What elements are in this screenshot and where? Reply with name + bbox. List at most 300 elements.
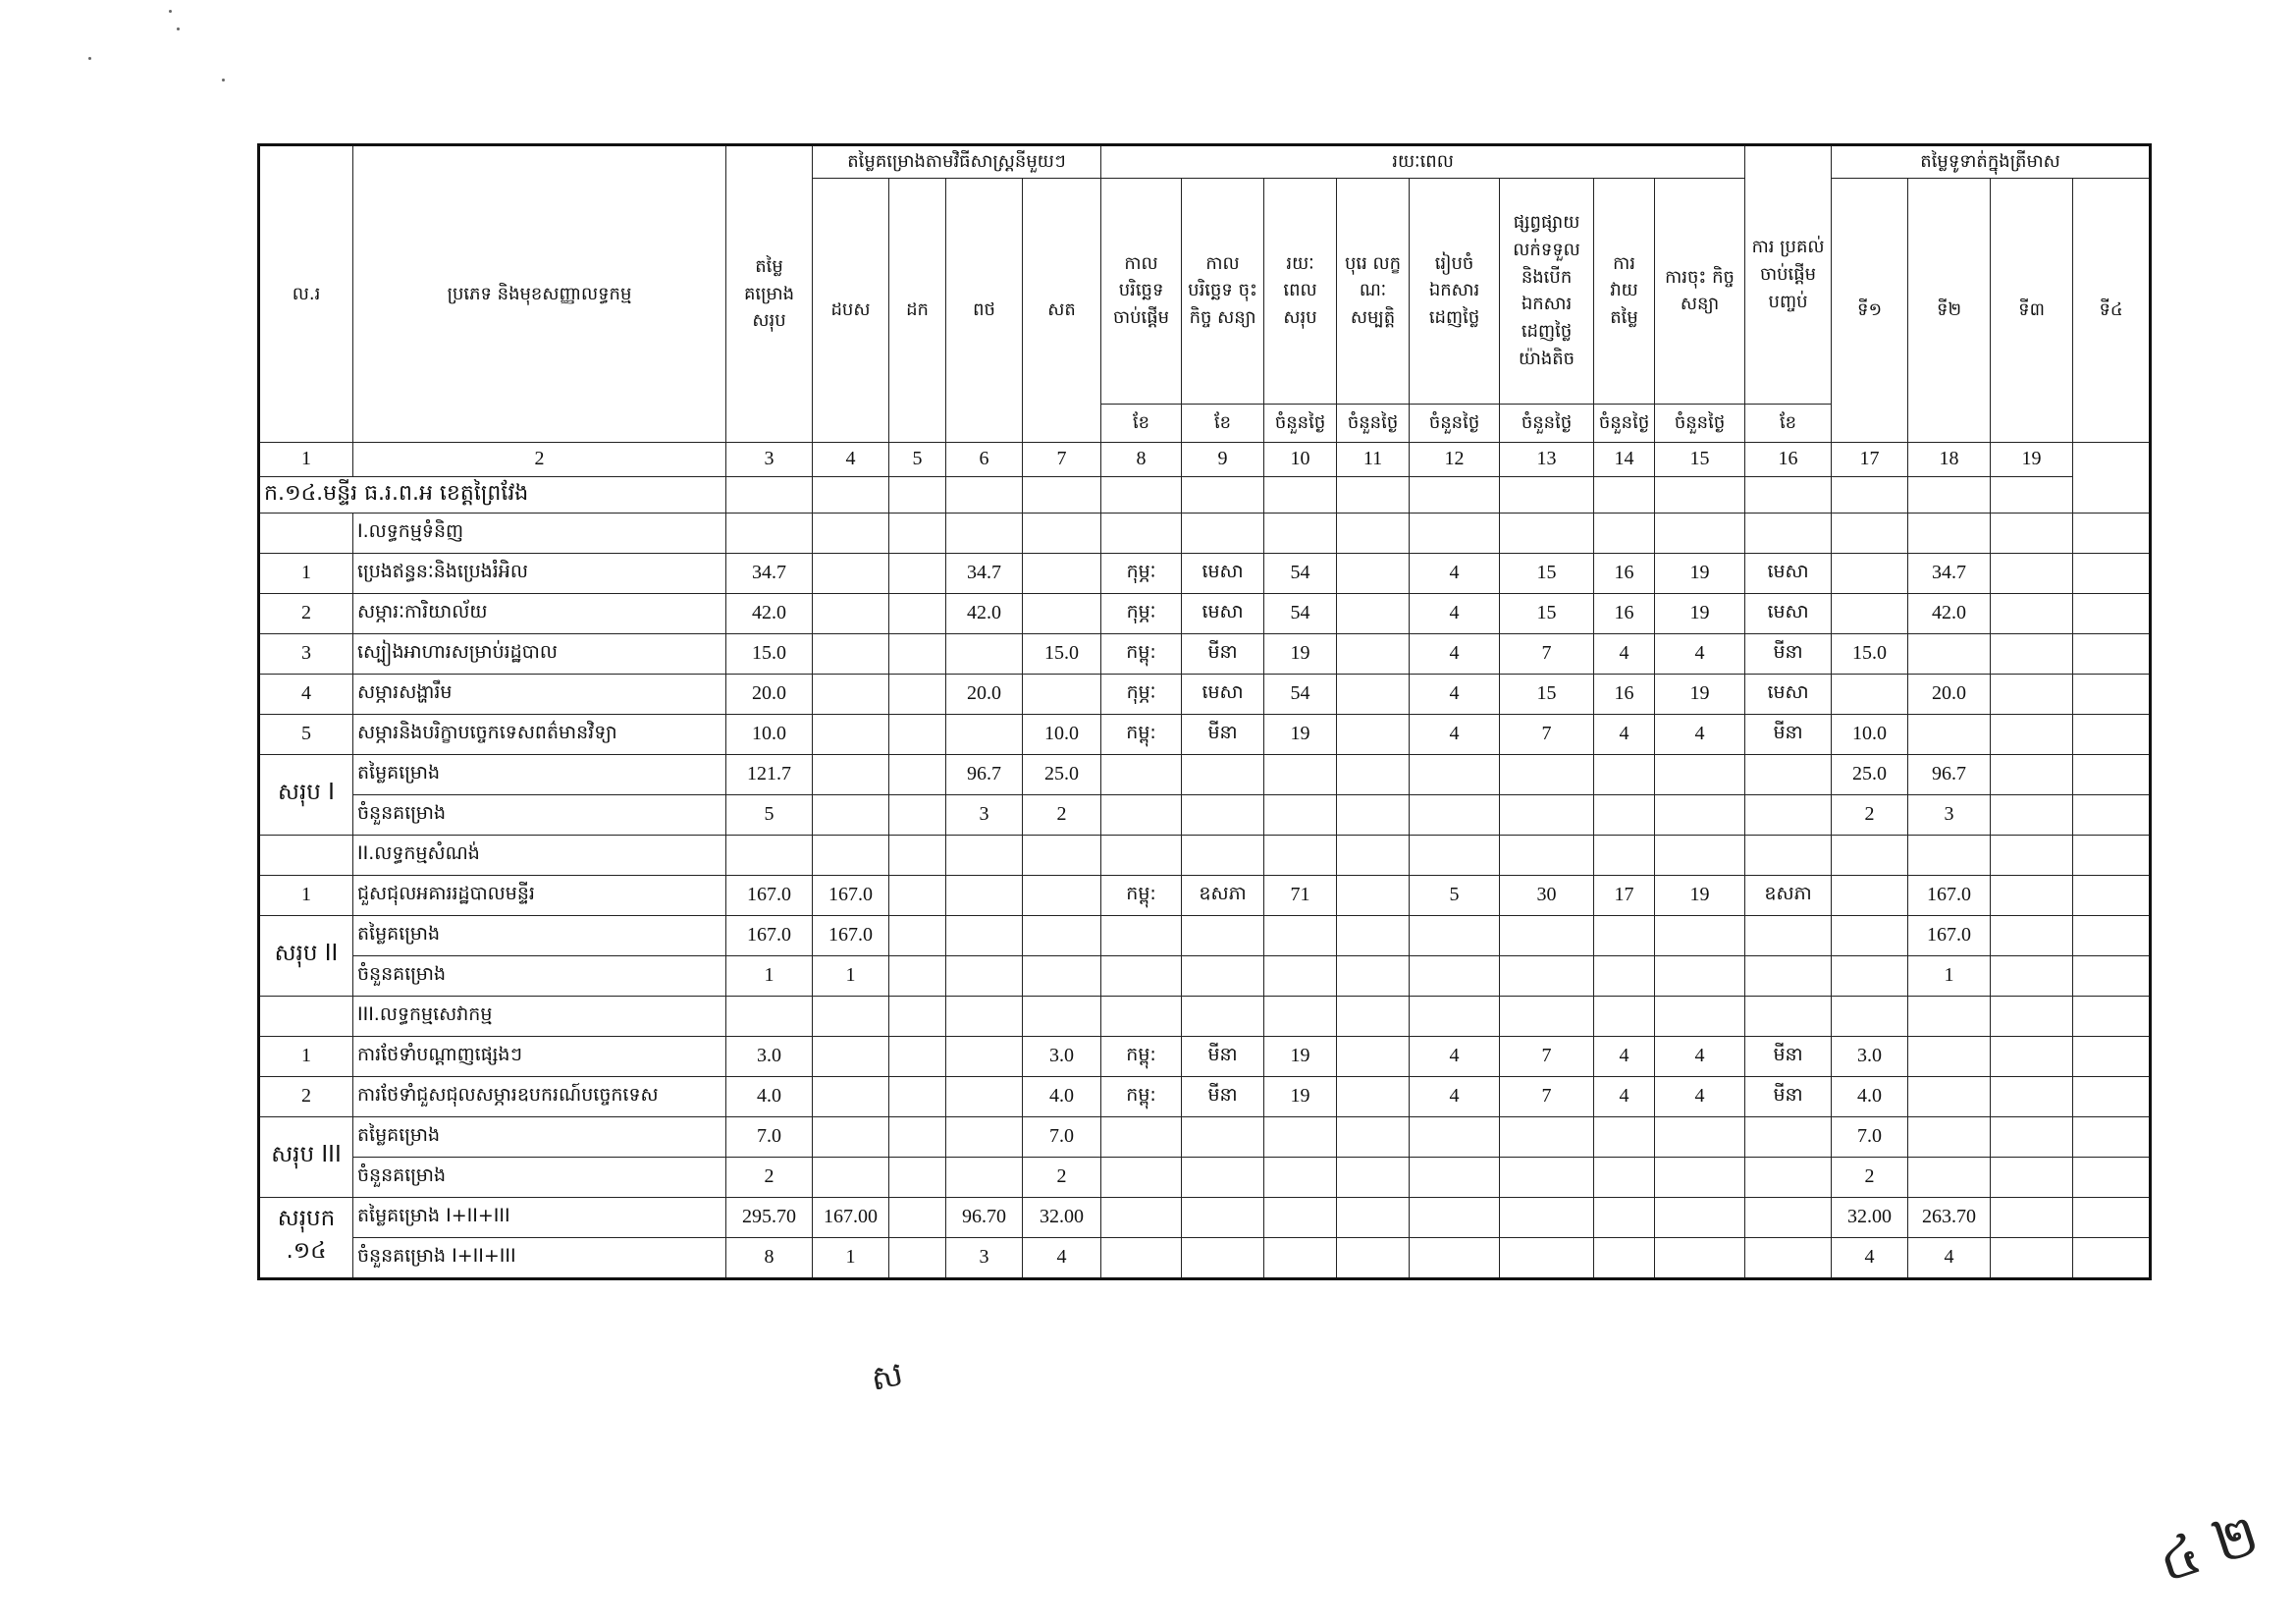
- empty-cell: [1264, 955, 1337, 996]
- table-row: [259, 674, 2151, 714]
- cell-d3: 54: [1264, 593, 1337, 633]
- group-title: II.លទ្ធកម្មសំណង់: [353, 835, 726, 875]
- cell-m4: [1023, 875, 1101, 915]
- summary-label: សរុប II: [259, 915, 353, 996]
- header-method-st: សត: [1023, 178, 1101, 442]
- empty-cell: [1264, 1197, 1337, 1237]
- header-delivery: ការ ប្រគល់ ចាប់ផ្តើម បញ្ចប់: [1745, 145, 1832, 405]
- empty-cell: [1594, 1116, 1655, 1157]
- cell-d4: [1337, 875, 1410, 915]
- cell-q3: [1991, 553, 2073, 593]
- row-number: 3: [259, 633, 353, 674]
- empty-cell: [1991, 1197, 2073, 1237]
- cell-q3: [1991, 1036, 2073, 1076]
- cell-total: 20.0: [726, 674, 813, 714]
- empty-cell: [1101, 835, 1182, 875]
- cell-m3: [946, 714, 1023, 754]
- row-number: 4: [259, 674, 353, 714]
- summary-count-row: [259, 794, 2151, 835]
- summary-q1: 2: [1832, 1157, 1908, 1197]
- cell-d7: 17: [1594, 875, 1655, 915]
- cell-total: 4.0: [726, 1076, 813, 1116]
- empty-cell: [1264, 1157, 1337, 1197]
- empty-cell: [1023, 513, 1101, 553]
- empty-cell: [1655, 1157, 1745, 1197]
- empty-cell: [1410, 1157, 1500, 1197]
- empty-cell: [1182, 1157, 1264, 1197]
- empty-cell: [1410, 1197, 1500, 1237]
- empty-cell: [1182, 955, 1264, 996]
- header-total-est: តម្លៃ គម្រោង សរុប: [726, 145, 813, 443]
- summary-total: 295.70: [726, 1197, 813, 1237]
- cell-m4: 3.0: [1023, 1036, 1101, 1076]
- column-number: 5: [889, 442, 946, 476]
- row-number: 1: [259, 1036, 353, 1076]
- cell-d3: 19: [1264, 1076, 1337, 1116]
- header-budget-group: តម្លៃគម្រោងតាមវិធីសាស្ត្រនីមួយៗ: [813, 145, 1101, 179]
- empty-cell: [1655, 915, 1745, 955]
- empty-cell: [1991, 513, 2073, 553]
- empty-cell: [1832, 835, 1908, 875]
- empty-cell: [1745, 794, 1832, 835]
- summary-q1: 7.0: [1832, 1116, 1908, 1157]
- summary-m4: 7.0: [1023, 1116, 1101, 1157]
- estimate-label: តម្លៃគម្រោង: [353, 1116, 726, 1157]
- column-number: 19: [1991, 442, 2073, 476]
- empty-cell: [1410, 955, 1500, 996]
- cell-q2: 20.0: [1908, 674, 1991, 714]
- cell-d1: កម្ពុ:: [1101, 714, 1182, 754]
- empty-cell: [889, 915, 946, 955]
- empty-cell: [1594, 915, 1655, 955]
- cell-d1: កម្ពុ:: [1101, 875, 1182, 915]
- empty-cell: [1101, 955, 1182, 996]
- cell-d2: មេសា: [1182, 674, 1264, 714]
- empty-cell: [1023, 835, 1101, 875]
- cell-q4: [2073, 714, 2151, 754]
- cell-d6: 7: [1500, 714, 1594, 754]
- empty-cell: [1500, 794, 1594, 835]
- empty-cell: [1500, 513, 1594, 553]
- cell-m1: [813, 1036, 889, 1076]
- header-q3: ទី៣: [1991, 178, 2073, 442]
- column-number: 18: [1908, 442, 1991, 476]
- estimate-label: តម្លៃគម្រោង I+II+III: [353, 1197, 726, 1237]
- empty-cell: [1991, 955, 2073, 996]
- column-number: 8: [1101, 442, 1182, 476]
- empty-cell: [1745, 1237, 1832, 1278]
- cell-m2: [889, 714, 946, 754]
- empty-cell: [259, 996, 353, 1036]
- cell-total: 10.0: [726, 714, 813, 754]
- header-method-dbs: ដបស: [813, 178, 889, 442]
- cell-d2: មីនា: [1182, 1076, 1264, 1116]
- cell-q1: [1832, 593, 1908, 633]
- group-title-row: [259, 996, 2151, 1036]
- header-total-duration: រយៈ ពេល សរុប: [1264, 178, 1337, 404]
- empty-cell: [946, 915, 1023, 955]
- empty-cell: [946, 513, 1023, 553]
- cell-m1: [813, 1076, 889, 1116]
- empty-cell: [1410, 1237, 1500, 1278]
- table-row: [259, 1076, 2151, 1116]
- cell-del: មីនា: [1745, 1036, 1832, 1076]
- empty-cell: [726, 835, 813, 875]
- summary-label: សរុបក .១៤: [259, 1197, 353, 1278]
- scan-speck: [88, 57, 91, 60]
- count-label: ចំនួនគម្រោង: [353, 794, 726, 835]
- empty-cell: [726, 513, 813, 553]
- empty-cell: [1182, 835, 1264, 875]
- summary-m3: 96.70: [946, 1197, 1023, 1237]
- empty-cell: [889, 955, 946, 996]
- group-title: III.លទ្ធកម្មសេវាកម្ម: [353, 996, 726, 1036]
- summary-count-row: [259, 1157, 2151, 1197]
- column-number: 4: [813, 442, 889, 476]
- item-name: ការថែទាំបណ្តាញផ្សេងៗ: [353, 1036, 726, 1076]
- cell-d3: 71: [1264, 875, 1337, 915]
- empty-cell: [1500, 835, 1594, 875]
- cell-q1: 10.0: [1832, 714, 1908, 754]
- cell-m3: [946, 875, 1023, 915]
- table-row: [259, 553, 2151, 593]
- cell-q1: 3.0: [1832, 1036, 1908, 1076]
- empty-cell: [1410, 1116, 1500, 1157]
- empty-cell: [1101, 513, 1182, 553]
- summary-total: 2: [726, 1157, 813, 1197]
- cell-m2: [889, 875, 946, 915]
- empty-cell: [1908, 835, 1991, 875]
- empty-cell: [889, 794, 946, 835]
- summary-estimate-row: [259, 754, 2151, 794]
- summary-label: សរុប I: [259, 754, 353, 835]
- empty-cell: [1745, 513, 1832, 553]
- cell-d5: 4: [1410, 1076, 1500, 1116]
- empty-cell: [1655, 1116, 1745, 1157]
- summary-m1: 1: [813, 1237, 889, 1278]
- cell-d3: 54: [1264, 553, 1337, 593]
- empty-cell: [1264, 1237, 1337, 1278]
- empty-cell: [889, 754, 946, 794]
- cell-d6: 7: [1500, 1076, 1594, 1116]
- column-number: 13: [1500, 442, 1594, 476]
- cell-d4: [1337, 714, 1410, 754]
- cell-m3: 34.7: [946, 553, 1023, 593]
- cell-d5: 4: [1410, 674, 1500, 714]
- cell-m1: [813, 714, 889, 754]
- cell-d6: 15: [1500, 674, 1594, 714]
- empty-cell: [1264, 915, 1337, 955]
- empty-cell: [1655, 1237, 1745, 1278]
- summary-count-row: [259, 955, 2151, 996]
- empty-cell: [1337, 1157, 1410, 1197]
- empty-cell: [1594, 835, 1655, 875]
- empty-cell: [1182, 794, 1264, 835]
- empty-cell: [1023, 996, 1101, 1036]
- cell-d3: 19: [1264, 633, 1337, 674]
- cell-q1: 15.0: [1832, 633, 1908, 674]
- empty-cell: [1023, 915, 1101, 955]
- empty-cell: [1410, 915, 1500, 955]
- cell-del: មេសា: [1745, 553, 1832, 593]
- empty-cell: [1500, 1197, 1594, 1237]
- empty-cell: [1908, 1116, 1991, 1157]
- cell-del: មីនា: [1745, 714, 1832, 754]
- empty-cell: [1337, 915, 1410, 955]
- cell-d4: [1337, 674, 1410, 714]
- column-number: 15: [1655, 442, 1745, 476]
- empty-cell: [1101, 996, 1182, 1036]
- empty-cell: [1745, 1157, 1832, 1197]
- cell-q2: [1908, 1076, 1991, 1116]
- column-number: 2: [353, 442, 726, 476]
- empty-cell: [1991, 1237, 2073, 1278]
- empty-cell: [2073, 1116, 2151, 1157]
- empty-cell: [1337, 513, 1410, 553]
- empty-cell: [889, 1116, 946, 1157]
- empty-cell: [1182, 513, 1264, 553]
- cell-d6: 15: [1500, 553, 1594, 593]
- scan-speck: [169, 10, 172, 13]
- cell-d2: មីនា: [1182, 1036, 1264, 1076]
- unit-days: ចំនួនថ្ងៃ: [1337, 404, 1410, 442]
- cell-d5: 4: [1410, 593, 1500, 633]
- summary-estimate-row: [259, 1116, 2151, 1157]
- cell-d1: កុម្ភៈ: [1101, 674, 1182, 714]
- unit-month: ខែ: [1745, 404, 1832, 442]
- cell-m2: [889, 553, 946, 593]
- empty-cell: [1337, 794, 1410, 835]
- empty-cell: [1500, 754, 1594, 794]
- procurement-plan-table: [257, 143, 2152, 1280]
- count-label: ចំនួនគម្រោង: [353, 955, 726, 996]
- column-number: 1: [259, 442, 353, 476]
- cell-m4: [1023, 593, 1101, 633]
- item-name: ស្បៀងអាហារសម្រាប់រដ្ឋបាល: [353, 633, 726, 674]
- cell-d7: 4: [1594, 1036, 1655, 1076]
- summary-q2: 4: [1908, 1237, 1991, 1278]
- empty-cell: [1410, 996, 1500, 1036]
- cell-d7: 4: [1594, 1076, 1655, 1116]
- cell-d2: មីនា: [1182, 633, 1264, 674]
- empty-cell: [1745, 1197, 1832, 1237]
- cell-d4: [1337, 633, 1410, 674]
- empty-cell: [813, 1157, 889, 1197]
- summary-m1: 167.00: [813, 1197, 889, 1237]
- empty-cell: [1182, 1237, 1264, 1278]
- unit-days: ចំនួនថ្ងៃ: [1594, 404, 1655, 442]
- empty-cell: [1594, 1237, 1655, 1278]
- summary-q1: 25.0: [1832, 754, 1908, 794]
- summary-q2: 1: [1908, 955, 1991, 996]
- cell-d8: 19: [1655, 674, 1745, 714]
- cell-m2: [889, 1076, 946, 1116]
- cell-q3: [1991, 633, 2073, 674]
- empty-cell: [813, 754, 889, 794]
- empty-cell: [1832, 915, 1908, 955]
- summary-q1: 32.00: [1832, 1197, 1908, 1237]
- cell-d2: មីនា: [1182, 714, 1264, 754]
- table-row: [259, 633, 2151, 674]
- empty-cell: [1655, 513, 1745, 553]
- cell-d8: 4: [1655, 1076, 1745, 1116]
- cell-q2: [1908, 1036, 1991, 1076]
- empty-cell: [1023, 955, 1101, 996]
- scan-speck: [222, 79, 225, 81]
- summary-estimate-row: [259, 915, 2151, 955]
- empty-cell: [1410, 835, 1500, 875]
- header-prequalification: បុរេ លក្ខ ណៈ សម្បត្តិ: [1337, 178, 1410, 404]
- empty-cell: [1991, 835, 2073, 875]
- empty-cell: [1745, 754, 1832, 794]
- empty-cell: [1655, 1197, 1745, 1237]
- empty-cell: [1101, 1157, 1182, 1197]
- cell-d5: 4: [1410, 633, 1500, 674]
- empty-cell: [1991, 754, 2073, 794]
- empty-cell: [1264, 794, 1337, 835]
- cell-m1: [813, 633, 889, 674]
- cell-del: មីនា: [1745, 1076, 1832, 1116]
- empty-cell: [1101, 915, 1182, 955]
- cell-del: មេសា: [1745, 674, 1832, 714]
- empty-cell: [1182, 754, 1264, 794]
- empty-cell: [813, 513, 889, 553]
- empty-cell: [1655, 996, 1745, 1036]
- empty-cell: [1500, 955, 1594, 996]
- cell-q4: [2073, 674, 2151, 714]
- summary-q2: 167.0: [1908, 915, 1991, 955]
- empty-cell: [1264, 754, 1337, 794]
- summary-m1: 167.0: [813, 915, 889, 955]
- table-row: [259, 714, 2151, 754]
- empty-cell: [1745, 835, 1832, 875]
- empty-cell: [1101, 1116, 1182, 1157]
- row-number: 1: [259, 875, 353, 915]
- cell-m4: 10.0: [1023, 714, 1101, 754]
- count-label: ចំនួនគម្រោង: [353, 1157, 726, 1197]
- header-no: ល.រ: [259, 145, 353, 443]
- table-row: [259, 1036, 2151, 1076]
- cell-d6: 30: [1500, 875, 1594, 915]
- empty-cell: [1101, 1197, 1182, 1237]
- cell-m3: [946, 1036, 1023, 1076]
- empty-cell: [2073, 955, 2151, 996]
- cell-d5: 4: [1410, 1036, 1500, 1076]
- empty-cell: [2073, 513, 2151, 553]
- empty-cell: [1594, 1197, 1655, 1237]
- empty-cell: [1264, 996, 1337, 1036]
- empty-cell: [1264, 513, 1337, 553]
- row-number: 2: [259, 1076, 353, 1116]
- summary-estimate-row: [259, 1197, 2151, 1237]
- cell-q2: 34.7: [1908, 553, 1991, 593]
- unit-days: ចំនួនថ្ងៃ: [1264, 404, 1337, 442]
- cell-m4: 15.0: [1023, 633, 1101, 674]
- cell-d7: 4: [1594, 714, 1655, 754]
- empty-cell: [1101, 1237, 1182, 1278]
- empty-cell: [2073, 754, 2151, 794]
- empty-cell: [889, 1157, 946, 1197]
- unit-days: ចំនួនថ្ងៃ: [1655, 404, 1745, 442]
- cell-m4: [1023, 674, 1101, 714]
- cell-d8: 19: [1655, 593, 1745, 633]
- cell-d4: [1337, 553, 1410, 593]
- empty-cell: [946, 996, 1023, 1036]
- summary-q1: 2: [1832, 794, 1908, 835]
- cell-d1: កម្ពុ:: [1101, 633, 1182, 674]
- cell-q3: [1991, 1076, 2073, 1116]
- column-number: 9: [1182, 442, 1264, 476]
- summary-total: 5: [726, 794, 813, 835]
- row-number: 5: [259, 714, 353, 754]
- handwritten-initial: ស: [867, 1354, 907, 1399]
- empty-cell: [1101, 754, 1182, 794]
- empty-cell: [1594, 1157, 1655, 1197]
- cell-d8: 19: [1655, 553, 1745, 593]
- empty-cell: [1182, 1116, 1264, 1157]
- summary-total: 121.7: [726, 754, 813, 794]
- empty-cell: [1655, 955, 1745, 996]
- cell-del: មេសា: [1745, 593, 1832, 633]
- empty-cell: [1182, 915, 1264, 955]
- item-name: ការថែទាំជួសជុលសម្ភារឧបករណ៍បច្ចេកទេស: [353, 1076, 726, 1116]
- cell-d8: 4: [1655, 1036, 1745, 1076]
- summary-count-row: [259, 1237, 2151, 1278]
- header-evaluation: ការ វាយ តម្លៃ: [1594, 178, 1655, 404]
- cell-d1: កម្ពុ:: [1101, 1076, 1182, 1116]
- empty-cell: [259, 835, 353, 875]
- summary-m3: 96.7: [946, 754, 1023, 794]
- cell-d4: [1337, 1076, 1410, 1116]
- cell-d8: 19: [1655, 875, 1745, 915]
- empty-cell: [2073, 915, 2151, 955]
- column-number: 16: [1745, 442, 1832, 476]
- cell-d2: មេសា: [1182, 553, 1264, 593]
- empty-cell: [2073, 1157, 2151, 1197]
- empty-cell: [889, 1237, 946, 1278]
- cell-m3: 20.0: [946, 674, 1023, 714]
- cell-m1: [813, 674, 889, 714]
- cell-q1: 4.0: [1832, 1076, 1908, 1116]
- empty-cell: [2073, 835, 2151, 875]
- cell-d8: 4: [1655, 633, 1745, 674]
- empty-cell: [889, 513, 946, 553]
- summary-label: សរុប III: [259, 1116, 353, 1197]
- cell-m3: [946, 1076, 1023, 1116]
- cell-q3: [1991, 593, 2073, 633]
- empty-cell: [2073, 1197, 2151, 1237]
- row-number: 2: [259, 593, 353, 633]
- empty-cell: [1745, 1116, 1832, 1157]
- empty-cell: [1655, 794, 1745, 835]
- cell-d6: 15: [1500, 593, 1594, 633]
- cell-m3: [946, 633, 1023, 674]
- summary-q2: 263.70: [1908, 1197, 1991, 1237]
- cell-total: 167.0: [726, 875, 813, 915]
- header-q2: ទី២: [1908, 178, 1991, 442]
- cell-q1: [1832, 553, 1908, 593]
- column-number: 7: [1023, 442, 1101, 476]
- summary-m4: 4: [1023, 1237, 1101, 1278]
- column-number-row: [259, 442, 2151, 476]
- empty-cell: [1594, 996, 1655, 1036]
- column-number: 12: [1410, 442, 1500, 476]
- empty-cell: [1832, 996, 1908, 1036]
- count-label: ចំនួនគម្រោង I+II+III: [353, 1237, 726, 1278]
- empty-cell: [1832, 513, 1908, 553]
- header-quarter-group: តម្លៃទូទាត់ក្នុងត្រីមាស: [1832, 145, 2151, 179]
- summary-q1: 4: [1832, 1237, 1908, 1278]
